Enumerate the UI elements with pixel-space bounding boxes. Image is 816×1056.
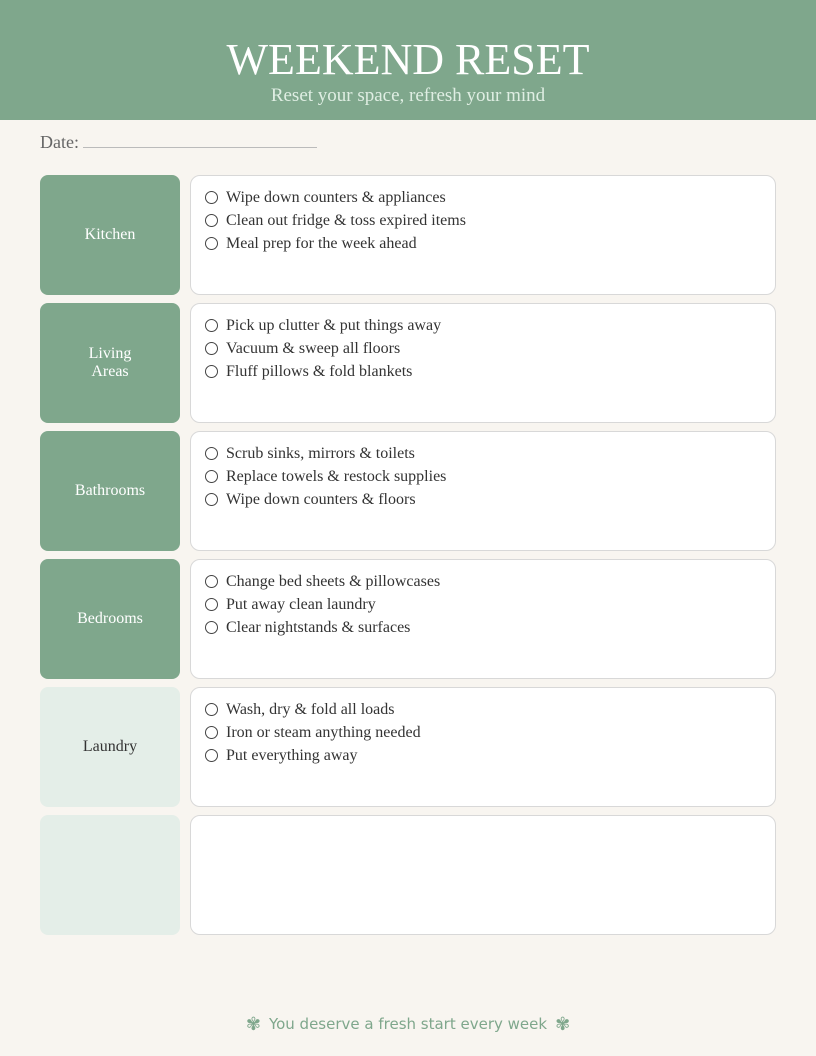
task-item[interactable] — [205, 360, 775, 383]
task-item[interactable] — [205, 698, 775, 721]
room-label-living-areas: Living Areas — [40, 303, 180, 423]
task-item[interactable] — [205, 209, 775, 232]
checkbox-circle-icon[interactable] — [205, 470, 218, 483]
task-item[interactable] — [205, 744, 775, 767]
section-living-areas — [40, 303, 776, 423]
task-box-kitchen — [190, 175, 776, 295]
task-item[interactable] — [205, 465, 775, 488]
task-item[interactable] — [205, 616, 775, 639]
section-bedrooms — [40, 559, 776, 679]
task-box-bathrooms — [190, 431, 776, 551]
task-text: Put everything away — [226, 746, 358, 764]
task-text: Clear nightstands & surfaces — [226, 618, 411, 636]
date-label: Date: — [40, 132, 79, 152]
task-item[interactable] — [205, 442, 775, 465]
checkbox-circle-icon[interactable] — [205, 749, 218, 762]
task-box-living-areas — [190, 303, 776, 423]
date-row — [40, 132, 317, 156]
room-label-bathrooms: Bathrooms — [40, 431, 180, 551]
room-label-kitchen: Kitchen — [40, 175, 180, 295]
checkbox-circle-icon[interactable] — [205, 447, 218, 460]
task-item[interactable] — [205, 232, 775, 255]
task-list — [191, 304, 775, 383]
checkbox-circle-icon[interactable] — [205, 621, 218, 634]
room-label-empty[interactable] — [40, 815, 180, 935]
task-text: Iron or steam anything needed — [226, 723, 421, 741]
task-list — [191, 432, 775, 511]
task-text: Put away clean laundry — [226, 595, 376, 613]
checkbox-circle-icon[interactable] — [205, 726, 218, 739]
task-text: Wipe down counters & floors — [226, 490, 416, 508]
page-title: WEEKEND RESET — [226, 35, 590, 84]
task-text: Clean out fridge & toss expired items — [226, 211, 466, 229]
section-laundry — [40, 687, 776, 807]
task-item[interactable] — [205, 488, 775, 511]
task-item[interactable] — [205, 593, 775, 616]
task-box-empty[interactable] — [190, 815, 776, 935]
section-empty — [40, 815, 776, 935]
checkbox-circle-icon[interactable] — [205, 319, 218, 332]
room-label-laundry: Laundry — [40, 687, 180, 807]
task-item[interactable] — [205, 721, 775, 744]
room-label-bedrooms: Bedrooms — [40, 559, 180, 679]
checkbox-circle-icon[interactable] — [205, 342, 218, 355]
clover-icon: ✾ — [245, 1014, 261, 1035]
page-subtitle: Reset your space, refresh your mind — [270, 85, 546, 106]
task-text: Wipe down counters & appliances — [226, 188, 446, 206]
checkbox-circle-icon[interactable] — [205, 365, 218, 378]
task-text: Fluff pillows & fold blankets — [226, 362, 413, 380]
task-item[interactable] — [205, 337, 775, 360]
task-item[interactable] — [205, 314, 775, 337]
task-text: Replace towels & restock supplies — [226, 467, 447, 485]
task-list — [191, 560, 775, 639]
checkbox-circle-icon[interactable] — [205, 575, 218, 588]
checkbox-circle-icon[interactable] — [205, 214, 218, 227]
section-bathrooms — [40, 431, 776, 551]
section-kitchen — [40, 175, 776, 295]
task-box-laundry — [190, 687, 776, 807]
task-box-bedrooms — [190, 559, 776, 679]
clover-icon: ✾ — [555, 1014, 571, 1035]
checkbox-circle-icon[interactable] — [205, 703, 218, 716]
task-text: Pick up clutter & put things away — [226, 316, 442, 334]
checkbox-circle-icon[interactable] — [205, 493, 218, 506]
task-text: Meal prep for the week ahead — [226, 234, 417, 252]
task-item[interactable] — [205, 186, 775, 209]
checkbox-circle-icon[interactable] — [205, 598, 218, 611]
footer-message — [0, 1014, 816, 1035]
header-banner — [0, 0, 816, 120]
task-list — [191, 176, 775, 255]
task-text: Vacuum & sweep all floors — [226, 339, 401, 357]
task-list — [191, 688, 775, 767]
checkbox-circle-icon[interactable] — [205, 237, 218, 250]
task-item[interactable] — [205, 570, 775, 593]
task-text: Scrub sinks, mirrors & toilets — [226, 444, 415, 462]
task-text: Wash, dry & fold all loads — [226, 700, 395, 718]
date-input-line[interactable] — [83, 133, 317, 148]
footer-text: You deserve a fresh start every week — [268, 1015, 548, 1033]
task-text: Change bed sheets & pillowcases — [226, 572, 441, 590]
checkbox-circle-icon[interactable] — [205, 191, 218, 204]
